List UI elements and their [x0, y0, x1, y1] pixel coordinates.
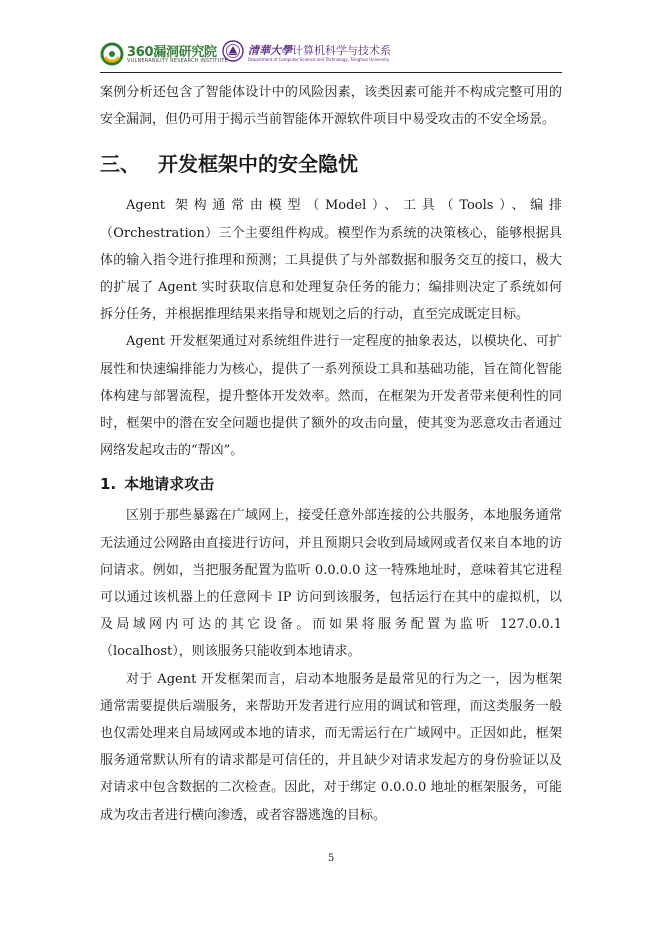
page-body: [100, 79, 562, 829]
section-title: 开发框架中的安全隐忧: [158, 152, 358, 177]
logo-tsinghua-cs: [222, 38, 462, 70]
subsection-heading: [100, 471, 562, 497]
header-divider: [100, 72, 562, 73]
subsection-title: 本地请求攻击: [124, 475, 215, 494]
logo-360-subtitle: VULNERABILITY RESEARCH INSTITUTE: [127, 58, 229, 64]
subsection-paragraph: 区别于那些暴露在广域网上，接受任意外部连接的公共服务，本地服务通常无法通过公网路由直接进行访问，并且预期只会收到局域网或者仅来自本地的访问请求。例如，当把服务配置为监听 0.0.0.0 这一特殊地址时，意味着其它进程可以通过该机器上的任意网卡 IP 访问到该服务，包括运行在其中的虚拟机，以及局域网内可达的其它设备。而如果将服务配置为监听 127.0.0.1（localhost），则该服务只能收到本地请求。: [100, 508, 562, 660]
page-number: 5: [327, 853, 335, 864]
logo-360-name: 360漏洞研究院: [127, 45, 217, 60]
logo-360-icon: [100, 42, 124, 66]
subsection-paragraph: 对于 Agent 开发框架而言，启动本地服务是最常见的行为之一，因为框架通常需要提供后端服务，来帮助开发者进行应用的调试和管理，而这类服务一般也仅需处理来自局域网或本地的请求，而无需运行在广域网中。正因如此，框架服务通常默认所有的请求都是可信任的，并且缺少对请求发起方的身份验证以及对请求中包含数据的二次检查。因此，对于绑定 0.0.0.0 地址的框架服务，可能成为攻击者进行横向渗透，或者容器逃逸的目标。: [100, 671, 562, 823]
logo-360-vulnerability-institute: [100, 38, 229, 70]
tsinghua-school-name: 清華大學: [248, 44, 292, 57]
section-paragraph: Agent 开发框架通过对系统组件进行一定程度的抽象表达，以模块化、可扩展性和快速编排能力为核心，提供了一系列预设工具和基础功能，旨在简化智能体构建与部署流程，提升整体开发效率。然而，在框架为开发者带来便利性的同时，框架中的潜在安全问题也提供了额外的攻击向量，使其变为恶意攻击者通过网络发起攻击的“帮凶”。: [100, 334, 562, 459]
page-header: [100, 38, 562, 72]
tsinghua-seal-icon: [222, 40, 244, 62]
section-heading: [100, 148, 562, 180]
tsinghua-department: 计算机科学与技术系: [292, 44, 391, 57]
section-number: 三、: [100, 152, 140, 177]
tsinghua-dept-name: [248, 42, 391, 58]
section-paragraph: Agent 架构通常由模型（Model）、工具（Tools）、编排（Orchestration）三个主要组件构成。模型作为系统的决策核心，能够根据具体的输入指令进行推理和预测；工具提供了与外部数据和服务交互的接口，极大的扩展了 Agent 实时获取信息和处理复杂任务的能力；编排则决定了系统如何拆分任务，并根据推理结果来指导和规划之后的行动，直至完成既定目标。: [100, 198, 562, 323]
tsinghua-dept-subtitle: Department of Computer Science and Technology, Tsinghua University: [248, 57, 390, 62]
subsection-number: 1.: [100, 475, 117, 494]
intro-paragraph: 案例分析还包含了智能体设计中的风险因素，该类因素可能并不构成完整可用的安全漏洞，但仍可用于揭示当前智能体开源软件项目中易受攻击的不安全场景。: [100, 85, 562, 128]
